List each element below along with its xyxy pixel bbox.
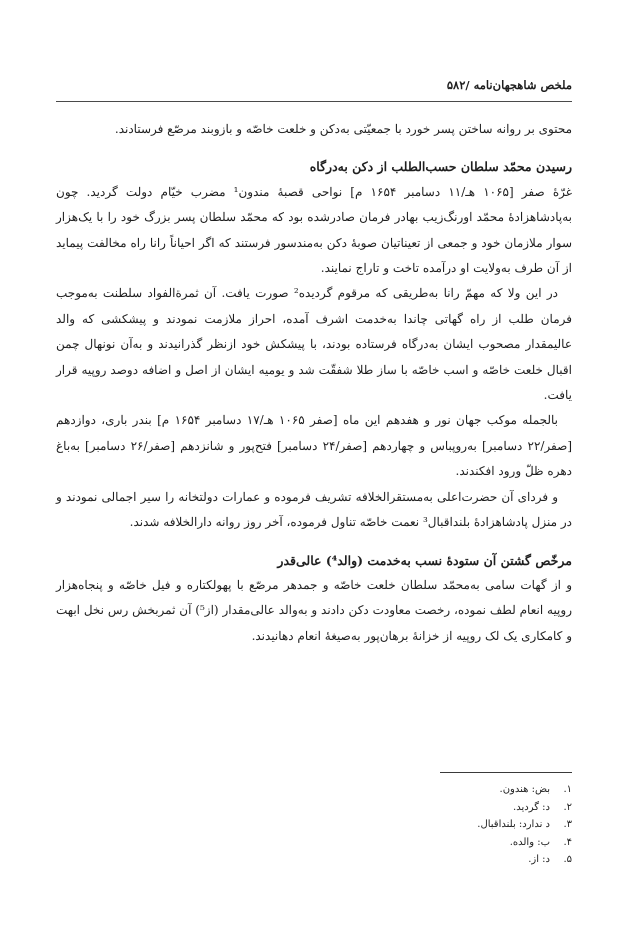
footnote-text: بض: هندون.: [499, 784, 550, 795]
paragraph: و از گهات سامی به‌محمّد سلطان خلعت خاصّه و جمدهر مرصّع با پهولکتاره و فیل خاصّه و پنجاه‌هزار روپیه انعام لطف نموده، رخصت معاودت دکن دادند و به‌والد عالی‌مقدار (از⁵) آن ثمربخش رس نخل ابهت و کامکاری یک لک روپیه از خزانهٔ برهان‌پور به‌صیغهٔ انعام دهانیدند.: [56, 577, 572, 643]
footnote: [56, 799, 572, 817]
footnote-text: د ندارد: بلنداقبال.: [477, 819, 550, 831]
footnote: [56, 834, 572, 852]
footnote: [56, 781, 572, 799]
footnote-number: ۵.: [563, 854, 572, 866]
footnote-number: ۲.: [563, 801, 572, 813]
paragraph: و فردای آن حضرت‌اعلی به‌مستقرالخلافه تشریف فرموده و عمارات دولتخانه را سیر اجمالی نمودند و در منزل پادشاهزادهٔ بلنداقبال³ نعمت خاصّه تناول فرموده، آخر روز روانه دارالخلافه شدند.: [56, 489, 572, 530]
paragraph: بالجمله موکب جهان نور و هفدهم این ماه [صفر ۱۰۶۵ هـ/۱۷ دسامبر ۱۶۵۴ م] بندر باری، دوازدهم [صفر/۲۲ دسامبر] به‌روپباس و چهاردهم [صفر/۲۴ دسامبر] فتح‌پور و شانزدهم [صفر/۲۶ دسامبر] به‌باغ دهره ظلّ ورود افکندند.: [56, 413, 572, 479]
body-text: [56, 117, 572, 649]
running-header: ملخص شاهجهان‌نامه /۵۸۲: [446, 78, 572, 92]
paragraph-intro: محتوی بر روانه ساختن پسر خورد با جمعیّتی به‌دکن و خلعت خاصّه و بازوبند مرصّع فرستادند.: [114, 122, 572, 136]
footnote-text: ب: والده.: [509, 836, 550, 848]
footnotes: [56, 781, 572, 869]
footnote-number: ۱.: [563, 784, 572, 795]
footnote-number: ۳.: [563, 819, 572, 831]
footnote-text: د: از.: [528, 854, 550, 866]
footnote: [56, 851, 572, 869]
footnote: [56, 816, 572, 834]
paragraph: در این ولا که مهمّ رانا به‌طریقی که مرقوم گردیده² صورت یافت. آن ثمرةالفواد سلطنت به‌موجب فرمان طلب از راه گهاتی چاندا به‌خدمت اشرف آمده، احراز ملازمت نمودند و پیشکشی که والد عالیمقدار مصحوب ایشان به‌درگاه فرستاده بودند، با پیشکش خود ازنظر گذرانیدند و به‌آن نونهال چمن اقبال خلعت خاصّه و اسب خاصّه با ساز طلا شفقّت شد و یومیه ایشان از اصل و اضافه دوصد روپیه قرار یافت.: [56, 286, 572, 403]
section-heading-2: مرخّص گشتن آن ستودهٔ نسب به‌خدمت (والد⁴) عالی‌قدر: [277, 552, 572, 568]
footnote-rule: [440, 772, 572, 773]
document-page: [56, 0, 572, 946]
paragraph: غرّهٔ صفر [۱۰۶۵ هـ/۱۱ دسامبر ۱۶۵۴ م] نواحی قصبهٔ مندون¹ مضرب خیّام دولت گردید. چون به‌پادشاهزادهٔ محمّد اورنگ‌زیب بهادر فرمان صادرشده بود که محمّد سلطان پسر بزرگ خود را با یک‌هزار سوار ملازمان خود و جمعی از تعیناتیان صوبهٔ دکن به‌مندسور فرستند که اگر احیاناً رانا راه مخالفت پیماید از آن طرف به‌ولایت او درآمده تاخت و تاراج نمایند.: [56, 184, 572, 276]
section-heading-1: رسیدن محمّد سلطان حسب‌الطلب از دکن به‌درگاه: [309, 159, 572, 175]
footnote-text: د: گردید.: [513, 801, 550, 813]
footnote-number: ۴.: [563, 836, 572, 848]
header-rule: [56, 101, 572, 102]
